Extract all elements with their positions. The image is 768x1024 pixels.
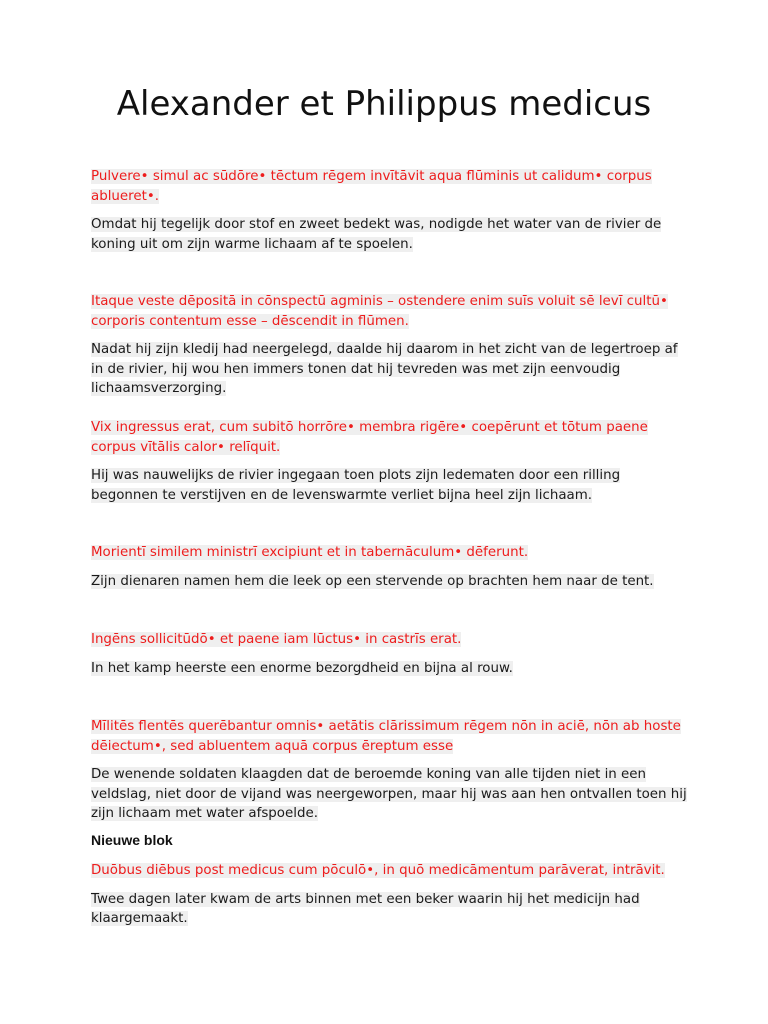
latin-sentence-text: Duōbus diēbus post medicus cum pōculō•, in quō medicāmentum parāverat, intrāvit. [91,863,665,878]
dutch-translation-text: Hij was nauwelijks de rivier ingegaan toen plots zijn ledematen door een rilling begonnen te verstijven en de levenswarmte verliet bijna heel zijn lichaam. [91,468,621,503]
dutch-translation [91,890,691,929]
latin-sentence [91,543,691,563]
text-block-6 [91,717,691,824]
dutch-translation-text: Nadat hij zijn kledij had neergelegd, daalde hij daarom in het zicht van de legertroep af in de rivier, hij wou hen immers tonen dat hij tevreden was met zijn eenvoudig lichaamsverzorging. [91,342,678,396]
dutch-translation-text: Omdat hij tegelijk door stof en zweet bedekt was, nodigde het water van de rivier de koning uit om zijn warme lichaam af te spoelen. [91,217,662,252]
dutch-translation [91,765,691,824]
dutch-translation [91,466,691,505]
section-heading-block [91,832,691,848]
latin-sentence [91,630,691,650]
text-block-4 [91,543,691,591]
dutch-translation-text: In het kamp heerste een enorme bezorgdheid en bijna al rouw. [91,660,513,676]
dutch-translation [91,215,691,254]
latin-sentence [91,167,691,206]
dutch-translation-text: Twee dagen later kwam de arts binnen met een beker waarin hij het medicijn had klaargemaakt. [91,891,640,926]
latin-sentence [91,292,691,331]
dutch-translation-text: De wenende soldaten klaagden dat de beroemde koning van alle tijden niet in een veldslag, niet door de vijand was neergeworpen, maar hij was aan hen ontvallen toen hij zijn lichaam met water afspoelde. [91,767,687,821]
dutch-translation [91,659,691,679]
section-heading: Nieuwe blok [91,832,173,848]
latin-sentence-text: Itaque veste dēpositā in cōnspectū agminis – ostendere enim suīs voluit sē levī cultū• corporis contentum esse – dēscendit in flūmen. [91,294,668,329]
dutch-translation [91,572,691,592]
text-block-1 [91,167,691,254]
text-block-5 [91,630,691,678]
latin-sentence-text: Vix ingressus erat, cum subitō horrōre• membra rigēre• coepērunt et tōtum paene corpus vītālis calor• relīquit. [91,420,648,455]
dutch-translation [91,340,691,399]
dutch-translation-text: Zijn dienaren namen hem die leek op een stervende op brachten hem naar de tent. [91,573,654,589]
latin-sentence-text: Mīlitēs flentēs querēbantur omnis• aetātis clārissimum rēgem nōn in aciē, nōn ab hoste dēiectum•, sed abluentem aquā corpus ēreptum esse [91,719,681,754]
latin-sentence [91,418,691,457]
latin-sentence [91,717,691,756]
latin-sentence-text: Ingēns sollicitūdō• et paene iam lūctus• in castrīs erat. [91,632,462,647]
latin-sentence [91,861,691,881]
latin-sentence-text: Pulvere• simul ac sūdōre• tēctum rēgem invītāvit aqua flūminis ut calidum• corpus ablueret•. [91,169,652,204]
text-block-7 [91,861,691,929]
latin-sentence-text: Morientī similem ministrī excipiunt et in tabernāculum• dēferunt. [91,545,529,560]
text-block-2 [91,292,691,399]
text-block-3 [91,418,691,505]
page-title: Alexander et Philippus medicus [116,84,652,124]
